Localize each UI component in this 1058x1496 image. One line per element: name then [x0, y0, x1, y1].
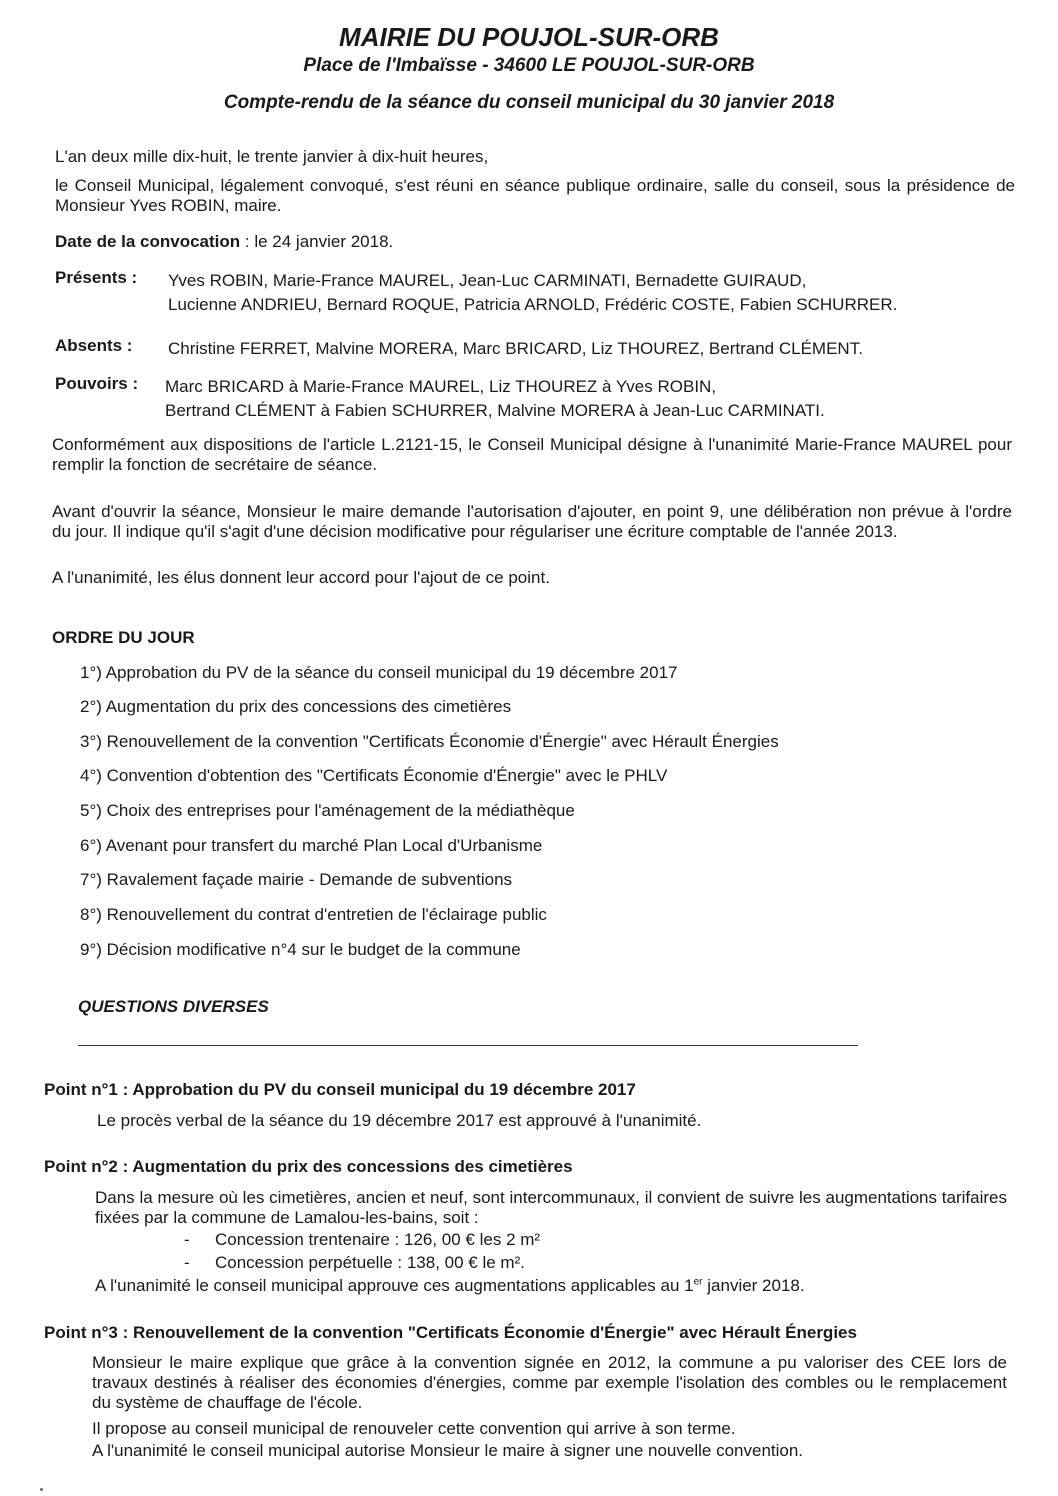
agenda-item: 9°) Décision modificative n°4 sur le budget de la commune	[80, 940, 521, 959]
intro-paragraph: le Conseil Municipal, légalement convoqué, s'est réuni en séance publique ordinaire, salle du conseil, sous la présidence de Monsieur Yves ROBIN, maire.	[55, 176, 1015, 215]
point-3-body: Monsieur le maire explique que grâce à la convention signée en 2012, la commune a pu valoriser des CEE lors de travaux destinés à réaliser des économies d'énergies, comme par exemple l'isolation des combles ou le remplacement du système de chauffage de l'école.	[92, 1353, 1007, 1412]
agenda-item: 7°) Ravalement façade mairie - Demande de subventions	[80, 870, 513, 889]
convocation-date	[55, 232, 1015, 252]
section-divider	[78, 1045, 858, 1046]
point-3-title: Point n°3 : Renouvellement de la convention "Certificats Économie d'Énergie" avec Hérault Énergies	[44, 1323, 857, 1342]
before-session-agreement: A l'unanimité, les élus donnent leur accord pour l'ajout de ce point.	[52, 568, 550, 587]
presents-line-1: Yves ROBIN, Marie-France MAUREL, Jean-Luc CARMINATI, Bernadette GUIRAUD,	[168, 271, 807, 290]
approval-date: janvier 2018.	[702, 1276, 805, 1295]
questions-diverses: QUESTIONS DIVERSES	[78, 997, 269, 1016]
approval-text: A l'unanimité le conseil municipal approuve ces augmentations applicables au 1	[95, 1276, 694, 1295]
agenda-item: 4°) Convention d'obtention des "Certificats Économie d'Énergie" avec le PHLV	[80, 766, 668, 785]
agenda-heading: ORDRE DU JOUR	[52, 628, 195, 647]
list-dash: -	[184, 1230, 190, 1249]
point-1-body: Le procès verbal de la séance du 19 décembre 2017 est approuvé à l'unanimité.	[97, 1111, 702, 1130]
point-3-decision: A l'unanimité le conseil municipal autorise Monsieur le maire à signer une nouvelle convention.	[92, 1441, 804, 1460]
pouvoirs-line-1: Marc BRICARD à Marie-France MAUREL, Liz THOUREZ à Yves ROBIN,	[165, 377, 717, 396]
convocation-value: : le 24 janvier 2018.	[240, 232, 394, 251]
agenda-item: 8°) Renouvellement du contrat d'entretien de l'éclairage public	[80, 905, 547, 924]
presents-line-2: Lucienne ANDRIEU, Bernard ROQUE, Patricia ARNOLD, Frédéric COSTE, Fabien SCHURRER.	[168, 295, 898, 314]
approval-superscript: er	[693, 1276, 703, 1288]
point-2-approval	[95, 1276, 1007, 1296]
point-3-proposal: Il propose au conseil municipal de renouveler cette convention qui arrive à son terme.	[92, 1419, 736, 1438]
scan-speck	[40, 1488, 43, 1491]
mairie-address: Place de l'Imbaïsse - 34600 LE POUJOL-SUR-ORB	[303, 55, 755, 76]
agenda-item: 2°) Augmentation du prix des concessions des cimetières	[80, 697, 512, 716]
concession-trentenaire: Concession trentenaire : 126, 00 € les 2 m²	[215, 1230, 541, 1249]
absents-label: Absents :	[55, 336, 133, 355]
report-title: Compte-rendu de la séance du conseil municipal du 30 janvier 2018	[223, 92, 835, 113]
pouvoirs-line-2: Bertrand CLÉMENT à Fabien SCHURRER, Malvine MORERA à Jean-Luc CARMINATI.	[165, 401, 825, 420]
agenda-item: 1°) Approbation du PV de la séance du conseil municipal du 19 décembre 2017	[80, 663, 678, 682]
before-session-paragraph: Avant d'ouvrir la séance, Monsieur le maire demande l'autorisation d'ajouter, en point 9, une délibération non prévue à l'ordre du jour. Il indique qu'il s'agit d'une décision modificative pour régulariser une écriture comptable de l'année 2013.	[52, 502, 1012, 541]
intro-line: L'an deux mille dix-huit, le trente janvier à dix-huit heures,	[55, 147, 489, 166]
pouvoirs-label: Pouvoirs :	[55, 374, 139, 393]
point-1-title: Point n°1 : Approbation du PV du conseil municipal du 19 décembre 2017	[44, 1080, 636, 1099]
secretary-paragraph: Conformément aux dispositions de l'article L.2121-15, le Conseil Municipal désigne à l'unanimité Marie-France MAUREL pour remplir la fonction de secrétaire de séance.	[52, 435, 1012, 474]
agenda-item: 5°) Choix des entreprises pour l'aménagement de la médiathèque	[80, 801, 575, 820]
point-2-title: Point n°2 : Augmentation du prix des concessions des cimetières	[44, 1157, 573, 1176]
absents-line: Christine FERRET, Malvine MORERA, Marc BRICARD, Liz THOUREZ, Bertrand CLÉMENT.	[168, 339, 863, 358]
mairie-title: MAIRIE DU POUJOL-SUR-ORB	[339, 22, 719, 52]
concession-perpetuelle: Concession perpétuelle : 138, 00 € le m².	[215, 1253, 525, 1272]
list-dash: -	[184, 1253, 190, 1272]
agenda-item: 3°) Renouvellement de la convention "Certificats Économie d'Énergie" avec Hérault Énergies	[80, 732, 779, 751]
agenda-item: 6°) Avenant pour transfert du marché Plan Local d'Urbanisme	[80, 836, 543, 855]
presents-label: Présents :	[55, 268, 138, 287]
point-2-body: Dans la mesure où les cimetières, ancien et neuf, sont intercommunaux, il convient de suivre les augmentations tarifaires fixées par la commune de Lamalou-les-bains, soit :	[95, 1188, 1007, 1227]
convocation-label: Date de la convocation	[55, 232, 241, 251]
